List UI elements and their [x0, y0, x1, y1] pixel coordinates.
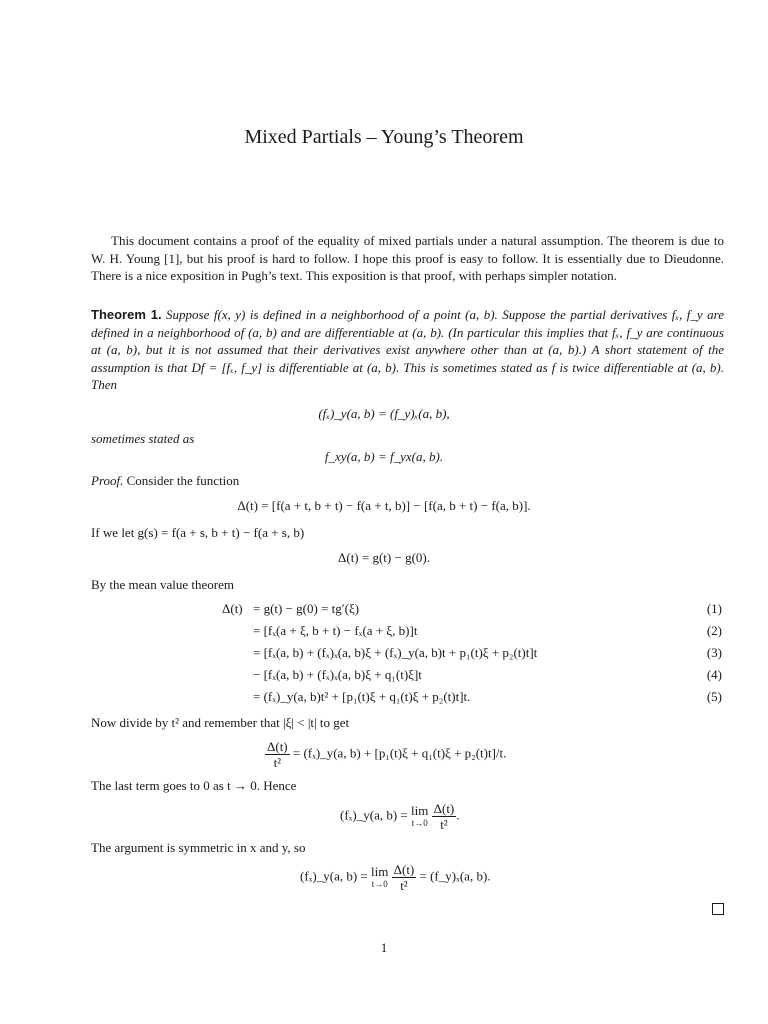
- divide-text: Now divide by t² and remember that |ξ| < |t| to get: [91, 715, 350, 730]
- aligned-rhs-2: = [fₓ(a + ξ, b + t) − fₓ(a + ξ, b)]t: [253, 623, 418, 638]
- final-equation: [300, 862, 491, 893]
- final-rest: = (f_y)ₓ(a, b).: [419, 868, 491, 884]
- let-g-text: If we let g(s) = f(a + s, b + t) − f(a + s, b): [91, 525, 305, 540]
- proof-label: Proof.: [91, 473, 124, 488]
- symmetric-text: The argument is symmetric in x and y, so: [91, 840, 306, 855]
- theorem-label: Theorem 1.: [91, 307, 162, 322]
- lim-subscript: t→0: [371, 878, 388, 889]
- divide-equation: [265, 739, 506, 770]
- fraction-denominator: t²: [400, 878, 408, 893]
- sometimes-stated-text: sometimes stated as: [91, 431, 195, 446]
- limit-rest: .: [456, 807, 460, 823]
- limit-fraction: [432, 801, 460, 832]
- fraction-denominator: t²: [273, 755, 282, 770]
- limit-operator: [371, 863, 389, 890]
- limit-lhs: (fₓ)_y(a, b) =: [340, 807, 408, 823]
- fraction-denominator: t²: [440, 817, 448, 832]
- aligned-rhs-5: = (fₓ)_y(a, b)t² + [p₁(t)ξ + q₁(t)ξ + p₂(t)t]t.: [253, 689, 471, 704]
- page-number: 1: [380, 940, 388, 955]
- fraction-numerator: Δ(t): [267, 739, 288, 754]
- divide-fraction: [265, 739, 290, 770]
- theorem-block: [91, 306, 724, 394]
- equation-number-1: (1): [706, 601, 722, 616]
- g-equation: Δ(t) = g(t) − g(0).: [338, 550, 430, 565]
- theorem-text: Suppose f(x, y) is defined in a neighborhood of a point (a, b). Suppose the partial derivatives fₓ, f_y are defined in a neighborhood of (a, b) and are differentiable at (a, b). (In particular this implies that fₓ, f_y are continuous at (a, b), but it is not assumed that their derivatives exist anywhere other than at (a, b).) A short statement of the assumption is that Df = [fₓ, f_y] is differentiable at (a, b). This is sometimes stated as f is twice differentiable at (a, b). Then: [91, 307, 724, 393]
- limit-operator: [411, 802, 429, 829]
- final-fraction: [392, 862, 417, 893]
- aligned-lhs-1: Δ(t): [222, 601, 243, 616]
- equation-number-3: (3): [706, 645, 722, 660]
- proof-intro: Consider the function: [126, 473, 240, 488]
- fraction-numerator: Δ(t): [393, 862, 415, 877]
- equation-number-2: (2): [706, 623, 722, 638]
- intro-paragraph: [91, 232, 724, 285]
- lim-subscript: t→0: [411, 817, 428, 828]
- theorem-equation: (fₓ)_y(a, b) = (f_y)ₓ(a, b),: [318, 406, 450, 421]
- short-equation: f_xy(a, b) = f_yx(a, b).: [324, 449, 444, 464]
- final-lhs: (fₓ)_y(a, b) =: [300, 868, 368, 884]
- lim-word: lim: [371, 863, 389, 879]
- aligned-rhs-1: = g(t) − g(0) = tg′(ξ): [253, 601, 360, 616]
- limit-equation: [340, 801, 460, 832]
- equation-number-5: (5): [706, 689, 722, 704]
- delta-equation: Δ(t) = [f(a + t, b + t) − f(a + t, b)] − [f(a, b + t) − f(a, b)].: [237, 498, 531, 513]
- fraction-numerator: Δ(t): [433, 801, 455, 816]
- aligned-rhs-4: − [fₓ(a, b) + (fₓ)ₓ(a, b)ξ + q₁(t)ξ]t: [253, 667, 422, 682]
- equation-number-4: (4): [706, 667, 722, 682]
- lim-word: lim: [411, 802, 429, 818]
- divide-rest: = (fₓ)_y(a, b) + [p₁(t)ξ + q₁(t)ξ + p₂(t)t]/t.: [292, 745, 507, 761]
- proof-paragraph: [91, 472, 724, 490]
- mvt-text: By the mean value theorem: [91, 577, 234, 592]
- intro-text: This document contains a proof of the equality of mixed partials under a natural assumption. The theorem is due to W. H. Young [1], but his proof is hard to follow. I hope this proof is easy to follow. It is essentially due to Dieudonne. There is a nice exposition in Pugh’s text. This exposition is that proof, with perhaps simpler notation.: [91, 233, 724, 284]
- last-term-text: The last term goes to 0 as t → 0. Hence: [91, 778, 297, 793]
- aligned-rhs-3: = [fₓ(a, b) + (fₓ)ₓ(a, b)ξ + (fₓ)_y(a, b)t + p₁(t)ξ + p₂(t)t]t: [253, 645, 538, 660]
- page-title: Mixed Partials – Young’s Theorem: [244, 126, 524, 148]
- qed-box-icon: [712, 903, 724, 915]
